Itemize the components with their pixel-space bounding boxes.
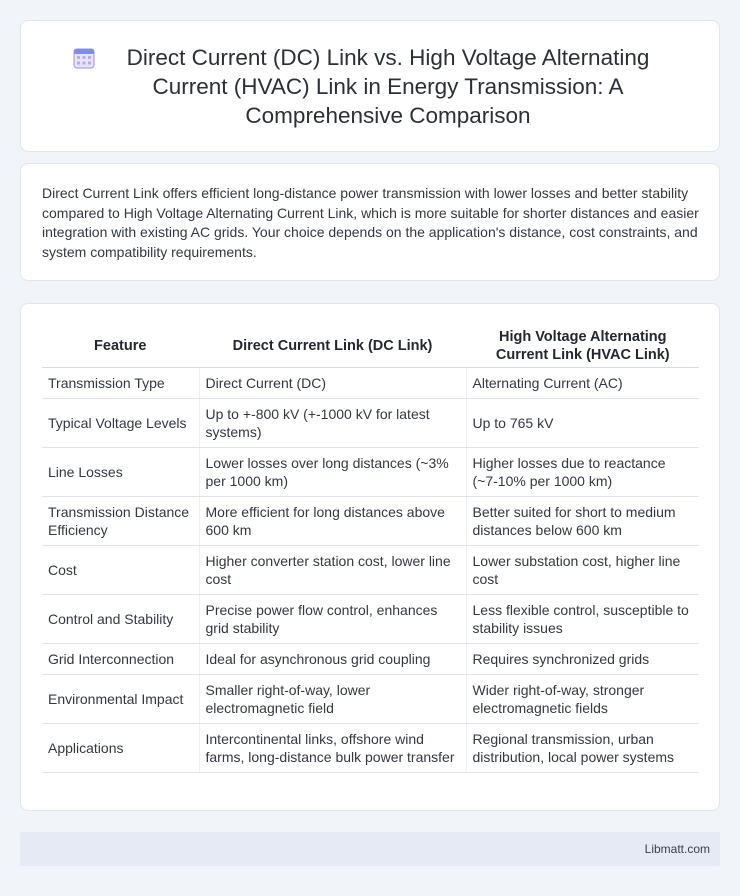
footer-bar xyxy=(20,832,720,866)
row-feature: Typical Voltage Levels xyxy=(42,399,199,448)
row-dc-value: Up to +-800 kV (+-1000 kV for latest systems) xyxy=(199,399,466,448)
table-row xyxy=(42,675,699,724)
table-row xyxy=(42,595,699,644)
row-feature: Transmission Type xyxy=(42,368,199,399)
table-row xyxy=(42,448,699,497)
row-dc-value: Precise power flow control, enhances grid stability xyxy=(199,595,466,644)
table-row xyxy=(42,546,699,595)
summary-text: Direct Current Link offers efficient long-distance power transmission with lower losses and better stability compared to High Voltage Alternating Current Link, which is more suitable for shorter distances and easier integration with existing AC grids. Your choice depends on the application's distance, cost constraints, and system compatibility requirements. xyxy=(42,185,699,260)
title-card xyxy=(20,20,720,152)
row-feature: Line Losses xyxy=(42,448,199,497)
row-hvac-value: Lower substation cost, higher line cost xyxy=(466,546,699,595)
table-row xyxy=(42,644,699,675)
row-feature: Cost xyxy=(42,546,199,595)
table-header-row xyxy=(42,325,699,368)
table-row xyxy=(42,368,699,399)
comparison-table xyxy=(42,325,699,773)
row-hvac-value: Wider right-of-way, stronger electromagnetic fields xyxy=(466,675,699,724)
row-feature: Control and Stability xyxy=(42,595,199,644)
row-dc-value: Ideal for asynchronous grid coupling xyxy=(199,644,466,675)
table-row xyxy=(42,497,699,546)
row-hvac-value: Less flexible control, susceptible to stability issues xyxy=(466,595,699,644)
header-feature: Feature xyxy=(42,325,199,368)
summary-card xyxy=(20,163,720,281)
row-feature: Applications xyxy=(42,724,199,773)
row-dc-value: Intercontinental links, offshore wind farms, long-distance bulk power transfer xyxy=(199,724,466,773)
comparison-card xyxy=(20,303,720,811)
row-feature: Transmission Distance Efficiency xyxy=(42,497,199,546)
row-dc-value: Smaller right-of-way, lower electromagnetic field xyxy=(199,675,466,724)
row-dc-value: Direct Current (DC) xyxy=(199,368,466,399)
row-dc-value: More efficient for long distances above 600 km xyxy=(199,497,466,546)
row-hvac-value: Requires synchronized grids xyxy=(466,644,699,675)
row-dc-value: Lower losses over long distances (~3% per 1000 km) xyxy=(199,448,466,497)
row-hvac-value: Regional transmission, urban distribution, local power systems xyxy=(466,724,699,773)
header-dc-link: Direct Current Link (DC Link) xyxy=(199,325,466,368)
footer-site-link[interactable]: Libmatt.com xyxy=(644,842,710,856)
row-hvac-value: Higher losses due to reactance (~7-10% per 1000 km) xyxy=(466,448,699,497)
row-hvac-value: Alternating Current (AC) xyxy=(466,368,699,399)
row-feature: Grid Interconnection xyxy=(42,644,199,675)
row-hvac-value: Better suited for short to medium distances below 600 km xyxy=(466,497,699,546)
page-title: Direct Current (DC) Link vs. High Voltage Alternating Current (HVAC) Link in Energy Transmission: A Comprehensive Comparison xyxy=(126,45,650,128)
table-row xyxy=(42,724,699,773)
row-feature: Environmental Impact xyxy=(42,675,199,724)
row-dc-value: Higher converter station cost, lower line cost xyxy=(199,546,466,595)
row-hvac-value: Up to 765 kV xyxy=(466,399,699,448)
header-hvac-link: High Voltage Alternating Current Link (HVAC Link) xyxy=(466,325,699,368)
table-row xyxy=(42,399,699,448)
